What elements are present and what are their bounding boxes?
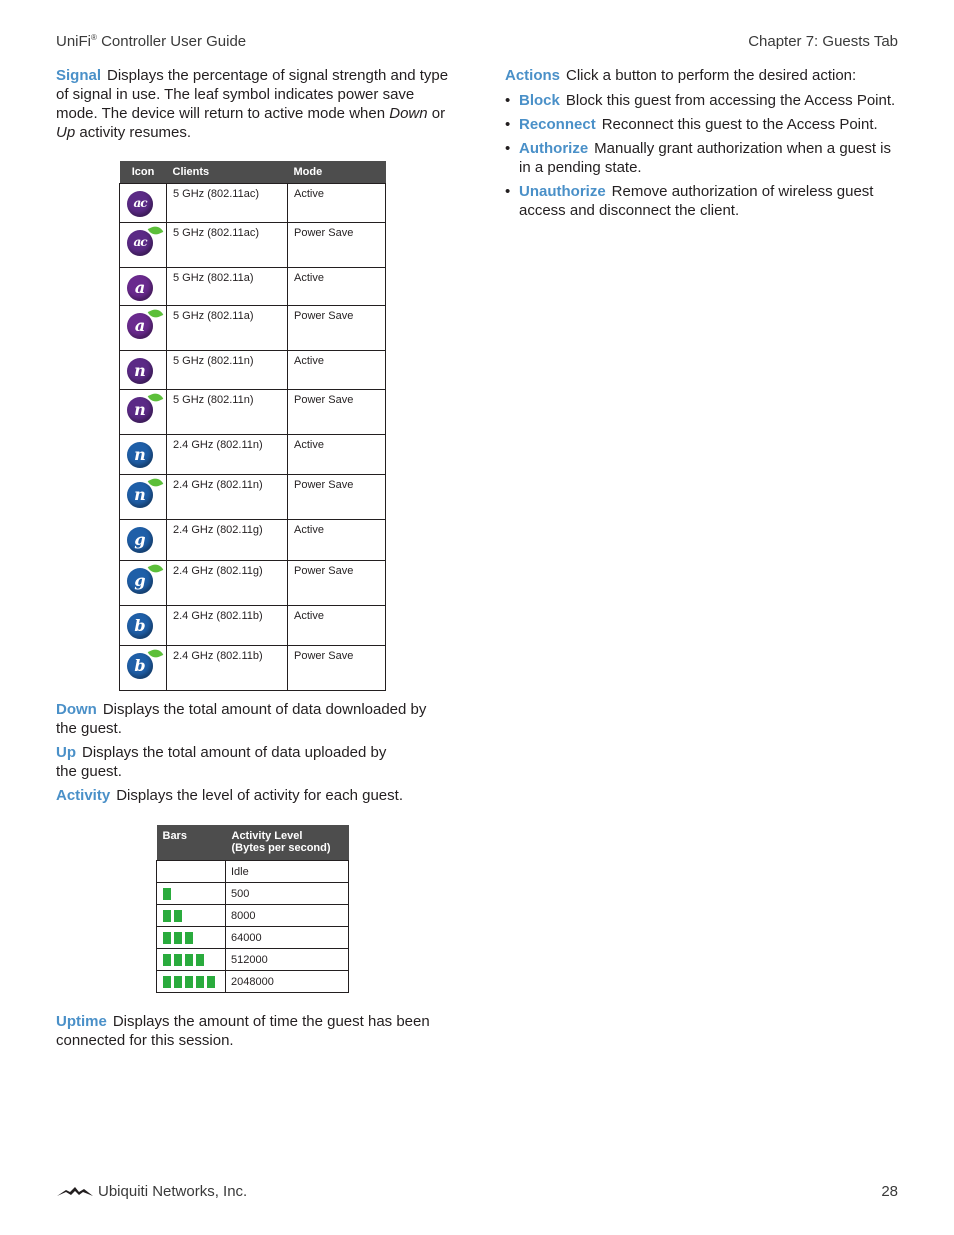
signal-g-powersave-icon: g (127, 568, 153, 594)
activity-bars-cell (157, 883, 226, 905)
leaf-icon (148, 307, 164, 321)
down-term: Down (56, 701, 97, 718)
signal-table-row (120, 520, 386, 561)
down-section (56, 700, 451, 738)
signal-term: Signal (56, 67, 102, 84)
chapter-title: Chapter 7: Guests Tab (748, 33, 898, 50)
activity-level-cell: 64000 (226, 927, 349, 949)
signal-table-row (120, 351, 386, 390)
action-item-unauthorize (505, 182, 900, 220)
signal-mode-cell: Active (288, 435, 386, 475)
signal-table-row (120, 646, 386, 691)
activity-bar (163, 888, 171, 900)
signal-mode-cell: Power Save (288, 561, 386, 606)
up-term: Up (56, 744, 76, 761)
signal-table (119, 161, 386, 691)
signal-table-row (120, 223, 386, 268)
signal-mode-cell: Power Save (288, 475, 386, 520)
footer-company: Ubiquiti Networks, Inc. (98, 1183, 248, 1200)
activity-term: Activity (56, 787, 111, 804)
signal-n-powersave-icon: n (127, 397, 153, 423)
action-text-reconnect: Reconnect this guest to the Access Point. (601, 116, 878, 133)
activity-bar (185, 976, 193, 988)
activity-bar (174, 954, 182, 966)
activity-bar (196, 976, 204, 988)
up-section (56, 743, 406, 781)
signal-icon-cell (120, 306, 167, 351)
signal-client-cell: 2.4 GHz (802.11n) (167, 475, 288, 520)
activity-paragraph (56, 786, 451, 805)
actions-term: Actions (505, 67, 561, 84)
signal-table-row (120, 561, 386, 606)
header-activity-level (226, 825, 349, 861)
page-header-title (56, 33, 246, 50)
up-paragraph (56, 743, 406, 781)
signal-mode-cell: Active (288, 268, 386, 306)
signal-mode-cell: Power Save (288, 390, 386, 435)
signal-client-cell: 2.4 GHz (802.11b) (167, 646, 288, 691)
header-bars: Bars (157, 825, 226, 861)
activity-bars-cell (157, 905, 226, 927)
signal-a-icon: a (127, 275, 153, 301)
signal-b-powersave-icon: b (127, 653, 153, 679)
signal-mode-cell: Active (288, 606, 386, 646)
action-term-unauthorize: Unauthorize (519, 183, 606, 200)
down-text: Displays the total amount of data downloaded by the guest. (56, 701, 427, 737)
activity-bars-cell (157, 971, 226, 993)
activity-bar (207, 976, 215, 988)
signal-text-3: activity resumes. (75, 124, 192, 141)
ubiquiti-logo-icon (56, 1185, 94, 1203)
activity-level-cell: 8000 (226, 905, 349, 927)
activity-table-row (157, 927, 349, 949)
signal-table-row (120, 306, 386, 351)
signal-table-body (120, 184, 386, 691)
header-mode: Mode (288, 161, 386, 184)
signal-icon-cell (120, 435, 167, 475)
signal-icon-cell (120, 561, 167, 606)
page-number: 28 (881, 1183, 898, 1200)
signal-em-down: Down (389, 105, 428, 122)
down-paragraph (56, 700, 451, 738)
activity-table-row (157, 905, 349, 927)
signal-n-powersave-icon: n (127, 482, 153, 508)
action-term-reconnect: Reconnect (519, 116, 596, 133)
signal-icon-cell (120, 475, 167, 520)
signal-em-up: Up (56, 124, 76, 141)
uptime-text: Displays the amount of time the guest has been connected for this session. (56, 1013, 430, 1049)
brand-name: UniFi (56, 33, 92, 50)
signal-mode-cell: Active (288, 520, 386, 561)
up-text: Displays the total amount of data uploaded by the guest. (56, 744, 387, 780)
signal-client-cell: 5 GHz (802.11a) (167, 268, 288, 306)
signal-b-icon: b (127, 613, 153, 639)
signal-client-cell: 2.4 GHz (802.11b) (167, 606, 288, 646)
header-activity-level-line2: (Bytes per second) (231, 842, 331, 854)
signal-icon-cell (120, 646, 167, 691)
signal-client-cell: 2.4 GHz (802.11n) (167, 435, 288, 475)
activity-level-cell: 2048000 (226, 971, 349, 993)
activity-bar (163, 910, 171, 922)
actions-list (505, 91, 900, 220)
activity-level-cell: 500 (226, 883, 349, 905)
signal-client-cell: 5 GHz (802.11a) (167, 306, 288, 351)
signal-table-row (120, 184, 386, 223)
activity-table-row (157, 971, 349, 993)
header-icon: Icon (120, 161, 167, 184)
signal-section (56, 66, 451, 142)
header-clients: Clients (167, 161, 288, 184)
actions-paragraph (505, 66, 900, 85)
leaf-icon (148, 224, 164, 238)
registered-mark: ® (91, 33, 97, 42)
activity-bar (174, 910, 182, 922)
signal-text-1: Displays the percentage of signal strength and type of signal in use. The leaf symbol indicates power save mode. The device will return to active mode when (56, 67, 449, 122)
signal-mode-cell: Active (288, 351, 386, 390)
action-term-block: Block (519, 92, 560, 109)
activity-section (56, 786, 451, 805)
activity-bars-cell (157, 949, 226, 971)
signal-client-cell: 5 GHz (802.11ac) (167, 184, 288, 223)
activity-bars-cell (157, 927, 226, 949)
guide-title: Controller User Guide (96, 33, 247, 50)
leaf-icon (148, 647, 164, 661)
signal-client-cell: 2.4 GHz (802.11g) (167, 561, 288, 606)
signal-icon-cell (120, 184, 167, 223)
header-activity-level-line1: Activity Level (231, 830, 303, 842)
activity-table (156, 825, 349, 993)
signal-table-row (120, 475, 386, 520)
signal-mode-cell: Power Save (288, 223, 386, 268)
uptime-section (56, 1012, 451, 1050)
signal-table-row (120, 606, 386, 646)
signal-text-2: or (427, 105, 446, 122)
signal-icon-cell (120, 390, 167, 435)
signal-table-row (120, 390, 386, 435)
signal-mode-cell: Active (288, 184, 386, 223)
signal-g-icon: g (127, 527, 153, 553)
signal-client-cell: 5 GHz (802.11n) (167, 390, 288, 435)
leaf-icon (148, 562, 164, 576)
signal-table-header (120, 161, 386, 184)
signal-icon-cell (120, 520, 167, 561)
activity-bar (163, 954, 171, 966)
signal-a-powersave-icon: a (127, 313, 153, 339)
signal-ac-powersave-icon: ac (127, 230, 153, 256)
activity-bar (163, 976, 171, 988)
signal-mode-cell: Power Save (288, 306, 386, 351)
action-item-reconnect (505, 115, 900, 134)
activity-bar (185, 932, 193, 944)
activity-level-cell: 512000 (226, 949, 349, 971)
signal-icon-cell (120, 351, 167, 390)
signal-icon-cell (120, 606, 167, 646)
signal-icon-cell (120, 223, 167, 268)
activity-table-row (157, 883, 349, 905)
uptime-paragraph (56, 1012, 451, 1050)
signal-icon-cell (120, 268, 167, 306)
action-term-authorize: Authorize (519, 140, 589, 157)
uptime-term: Uptime (56, 1013, 107, 1030)
activity-table-row (157, 949, 349, 971)
activity-text: Displays the level of activity for each guest. (116, 787, 403, 804)
signal-client-cell: 5 GHz (802.11n) (167, 351, 288, 390)
activity-bar (174, 932, 182, 944)
action-text-unauthorize: Remove authorization of wireless guest access and disconnect the client. (519, 183, 874, 219)
signal-mode-cell: Power Save (288, 646, 386, 691)
activity-table-body (157, 861, 349, 993)
activity-bars-cell (157, 861, 226, 883)
signal-table-row (120, 268, 386, 306)
activity-table-row (157, 861, 349, 883)
activity-bar (163, 932, 171, 944)
signal-ac-icon: ac (127, 191, 153, 217)
signal-client-cell: 2.4 GHz (802.11g) (167, 520, 288, 561)
activity-bar (196, 954, 204, 966)
action-item-authorize (505, 139, 900, 177)
activity-bar (174, 976, 182, 988)
signal-client-cell: 5 GHz (802.11ac) (167, 223, 288, 268)
signal-n-icon: n (127, 442, 153, 468)
leaf-icon (148, 391, 164, 405)
leaf-icon (148, 476, 164, 490)
activity-level-cell: Idle (226, 861, 349, 883)
signal-table-row (120, 435, 386, 475)
signal-paragraph (56, 66, 451, 142)
action-item-block (505, 91, 900, 110)
action-text-authorize: Manually grant authorization when a guest is in a pending state. (519, 140, 892, 176)
signal-n-icon: n (127, 358, 153, 384)
activity-table-header (157, 825, 349, 861)
actions-text: Click a button to perform the desired action: (566, 67, 857, 84)
actions-section (505, 66, 900, 225)
action-text-block: Block this guest from accessing the Access Point. (565, 92, 896, 109)
activity-bar (185, 954, 193, 966)
